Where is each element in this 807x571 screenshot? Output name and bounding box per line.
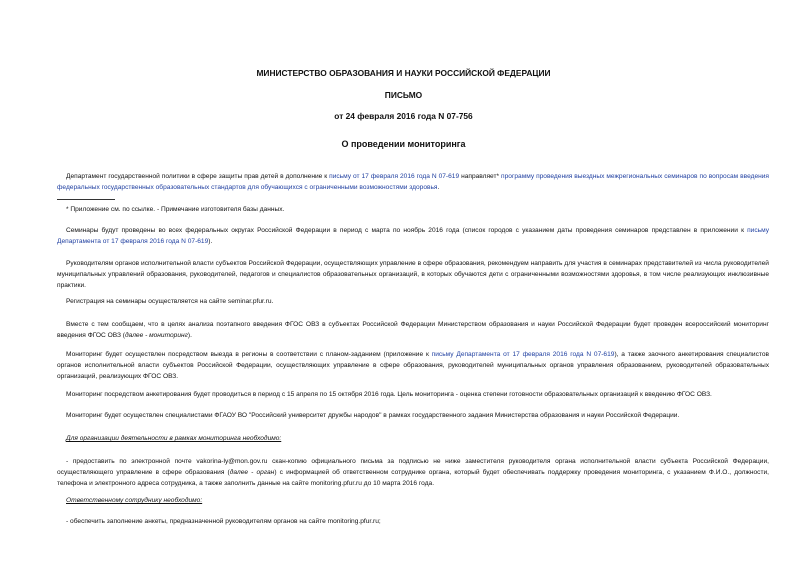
paragraph-staff-task: - обеспечить заполнение анкеты, предназначенной руководителям органов на сайте monitoring.pfur.ru; (66, 518, 381, 525)
paragraph-staff-heading: Ответственному сотруднику необходимо: (66, 497, 203, 504)
paragraph-seminars (57, 225, 769, 247)
italic-term: далее - орган (229, 469, 275, 476)
paragraph-registration: Регистрация на семинары осуществляется на сайте seminar.pfur.ru. (66, 298, 274, 305)
paragraph-intro (57, 171, 769, 193)
letter-link-07-619[interactable]: письму от 17 февраля 2016 года N 07-619 (329, 173, 460, 180)
paragraph-text: ). (187, 332, 192, 339)
paragraph-text: Семинары будут проведены во всех федеральных округах Российской Федерации в период с марта по ноябрь 2016 года (список городов с указанием даты проведения семинаров представлен в приложении к (66, 227, 748, 234)
paragraph-text: Департамент государственной политики в сфере защиты прав детей в дополнение к (66, 173, 330, 180)
plan-task-letter-link[interactable]: письму Департамента от 17 февраля 2016 года N 07-619 (431, 351, 615, 358)
department-letter-link[interactable]: письму Департамента от 17 февраля 2016 года N 07-619 (57, 227, 769, 245)
ministry-heading: МИНИСТЕРСТВО ОБРАЗОВАНИЯ И НАУКИ РОССИЙСКОЙ ФЕДЕРАЦИИ (256, 68, 551, 78)
footnote-divider (57, 199, 115, 200)
paragraph-text: направляет* (459, 173, 502, 180)
paragraph-text: . (437, 184, 440, 191)
paragraph-monitoring-method (57, 349, 769, 382)
paragraph-text: Мониторинг будет осуществлен посредством выезда в регионы в соответствии с планом-заданием (приложение к (66, 351, 432, 358)
doc-type-heading: ПИСЬМО (384, 90, 423, 100)
paragraph-text: ). (208, 238, 213, 245)
seminar-program-link[interactable]: программу проведения выездных межрегиональных семинаров по вопросам введения федеральных государственных образовательных стандартов для обучающихся с ограниченными возможностями здоровья (57, 173, 769, 191)
paragraph-text: ), а также заочного анкетирования специалистов органов исполнительной власти субъектов Российской Федерации, осуществляющих управление в сфере образования, руководителей муниципальных органов управления образованием, руководителей образовательных организаций, реализующих ФГОС ОВЗ. (57, 351, 769, 380)
paragraph-text: Вместе с тем сообщаем, что в целях анализа поэтапного введения ФГОС ОВЗ в субъектах Российской Федерации Министерством образования и науки Российской Федерации будет проведен всероссийский мониторинг введения ФГОС ОВЗ ( (57, 321, 769, 339)
paragraph-monitoring-period: Мониторинг посредством анкетирования будет проводиться в период с 15 апреля по 15 октября 2016 года. Цель мониторинга - оценка степени готовности образовательных организаций к введению ФГОС ОВЗ. (66, 391, 712, 398)
paragraph-monitoring-intro (57, 319, 769, 341)
paragraph-requirements-email (57, 456, 769, 489)
paragraph-monitoring-executor: Мониторинг будет осуществлен специалистами ФГАОУ ВО "Российский университет дружбы народов" в рамках государственного задания Министерства образования и науки Российской Федерации. (66, 412, 680, 419)
paragraph-recommendation: Руководителям органов исполнительной власти субъектов Российской Федерации, осуществляющих управление в сфере образования, рекомендуем направить для участия в семинарах представителей из числа руководителей муниципальных управлений образования, руководителей, педагогов и специалистов образовательных организаций, в которых обучаются дети с ограниченными возможностями здоровья, в том числе реализующих инклюзивные практики. (57, 260, 769, 289)
italic-term: далее - мониторинг (124, 332, 188, 339)
paragraph-text: ) с информацией об ответственном сотруднике органа, который будет обеспечивать поддержку проведения мониторинга, с указанием Ф.И.О., должности, телефона и электронного адреса сотрудника, а также заполнить данные на сайте monitoring.pfur.ru до 10 марта 2016 года. (57, 469, 769, 487)
date-number-heading: от 24 февраля 2016 года N 07-756 (334, 111, 473, 121)
paragraph-requirements-heading: Для организации деятельности в рамках мониторинга необходимо: (66, 435, 282, 442)
footnote: * Приложение см. по ссылке. - Примечание изготовителя базы данных. (66, 206, 285, 213)
paragraph-text: - предоставить по электронной почте vakorina-ly@mon.gov.ru скан-копию официального письма за подписью не ниже заместителя руководителя органа исполнительной власти субъекта Российской Федерации, осуществляющего управление в сфере образования ( (57, 458, 769, 476)
document-title: О проведении мониторинга (341, 139, 466, 149)
